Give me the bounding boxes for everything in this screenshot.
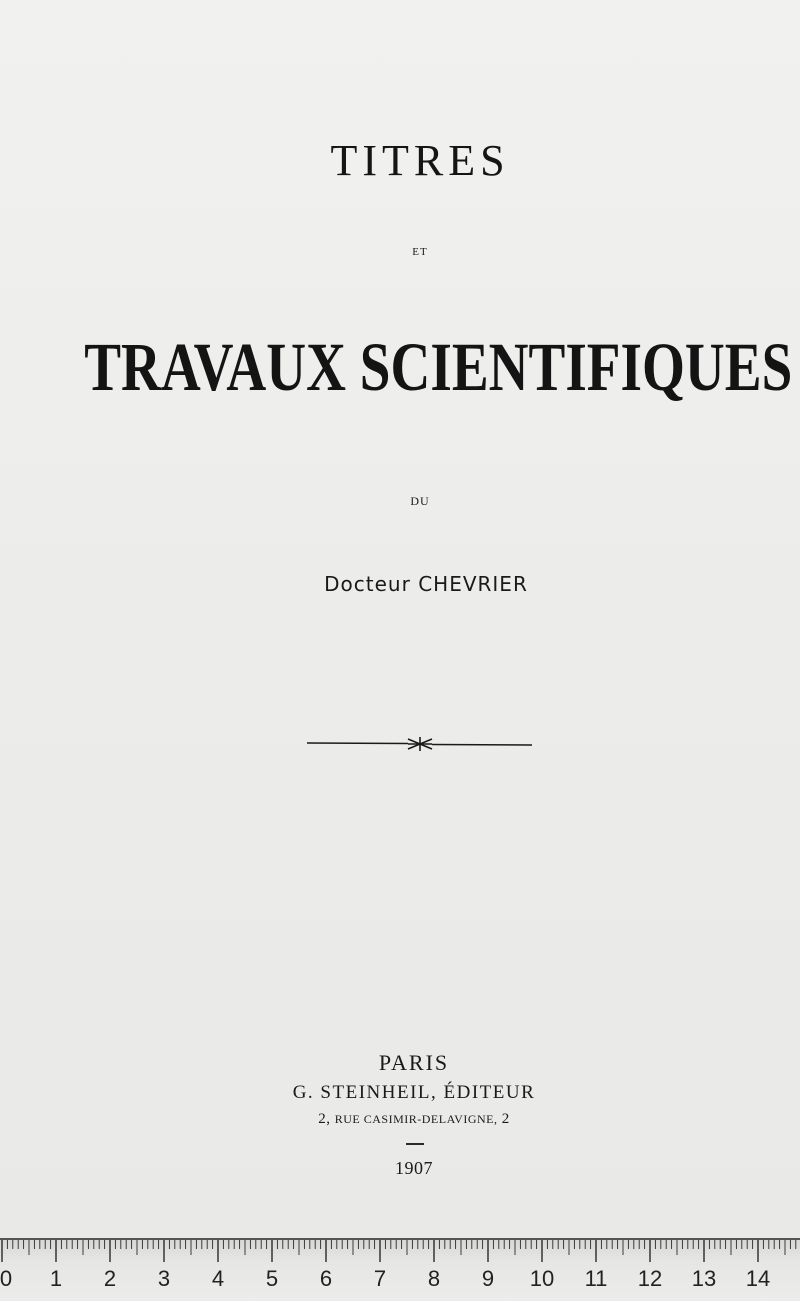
ruler-label: 14 [745,1266,771,1291]
ruler-label: 6 [319,1266,333,1291]
ruler-label: 2 [103,1266,117,1291]
imprint-year: 1907 [395,1158,433,1178]
ruler-label: 0 [0,1266,13,1291]
ruler-label: 9 [481,1266,495,1291]
ornament-divider-icon [305,734,535,754]
ruler-label: 4 [211,1266,225,1291]
title: TITRES [330,136,510,185]
address-number-right: 2 [501,1111,510,1127]
imprint-address [14,1111,800,1128]
ruler-label: 7 [373,1266,387,1291]
measuring-ruler [0,1238,800,1301]
imprint-city: PARIS [378,1050,450,1075]
conjunction-et: ET [412,246,428,258]
imprint-dash [406,1143,424,1145]
main-title: TRAVAUX SCIENTIFIQUES [84,329,793,405]
ruler-label: 11 [584,1266,608,1291]
preposition-du: DU [410,494,430,508]
ruler-label: 8 [427,1266,441,1291]
ruler-label: 1 [49,1266,63,1291]
ruler-ticks [0,1240,800,1270]
address-street: RUE CASIMIR-DELAVIGNE, [334,1112,498,1126]
ruler-label: 3 [157,1266,171,1291]
author-name: Docteur CHEVRIER [324,572,528,596]
ruler-label: 5 [265,1266,279,1291]
ruler-label: 10 [529,1266,555,1291]
imprint-publisher: G. STEINHEIL, ÉDITEUR [292,1082,536,1103]
ruler-label: 12 [637,1266,663,1291]
ruler-label: 13 [691,1266,717,1291]
address-number-left: 2, [318,1111,331,1127]
